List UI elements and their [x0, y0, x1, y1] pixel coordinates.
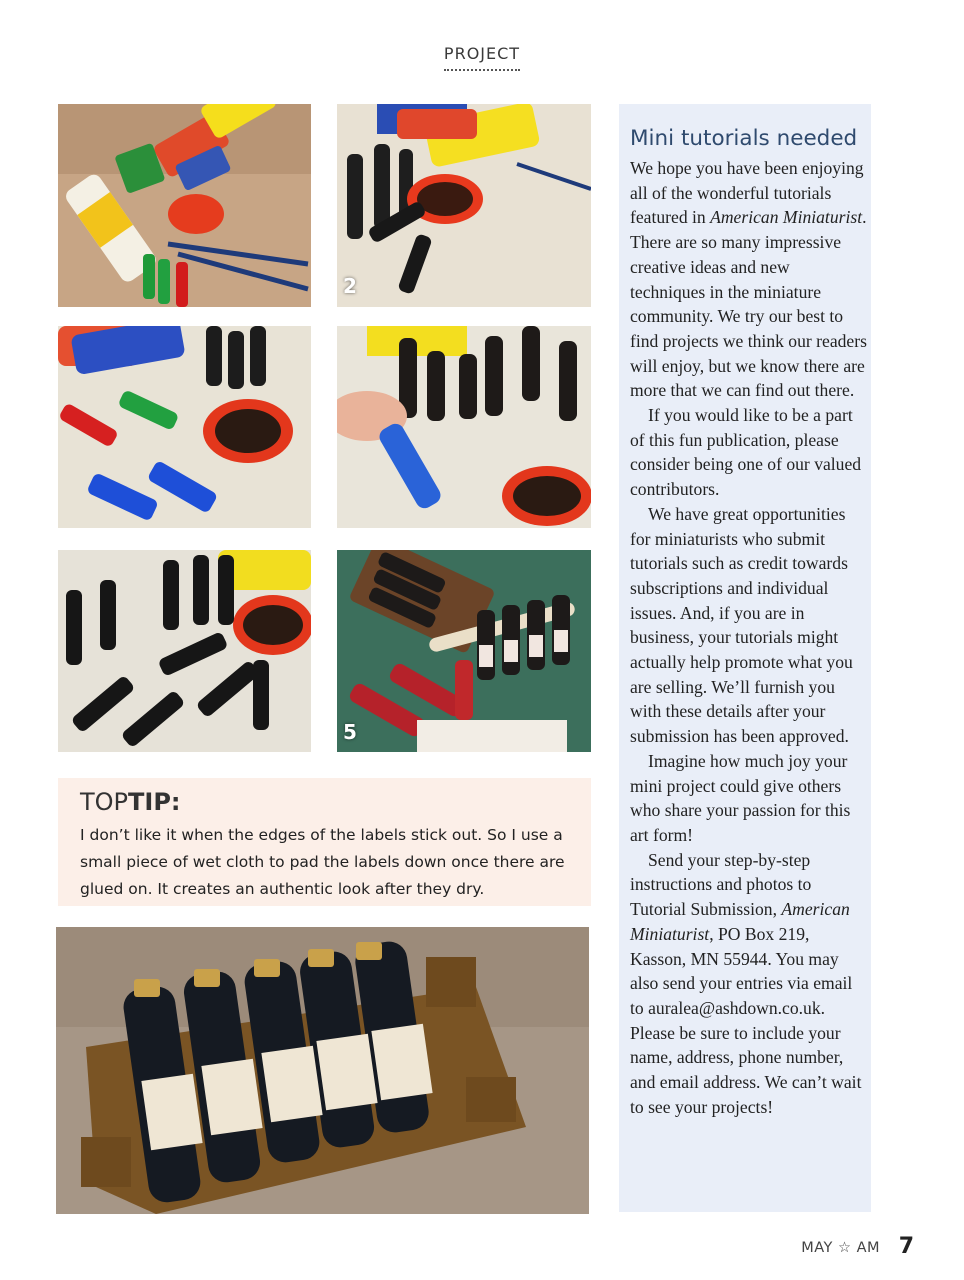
- step-number: 5: [343, 720, 357, 744]
- sidebar-tutorials-needed: [619, 104, 871, 1212]
- top-tip-title-bold: TIP:: [128, 788, 181, 816]
- issue-label: MAY ☆ AM: [801, 1240, 880, 1256]
- sidebar-paragraph-3: We have great opportunities for miniaturists who submit tutorials such as credit towards subscriptions and individual issues. And, if you are in business, your tutorials might actually help promote what you are selling. We’ll furnish you with these details after your submission has been approved.: [630, 503, 853, 747]
- photo-finished-wine-rack: [56, 927, 589, 1214]
- photo-step-2: [337, 104, 591, 307]
- sidebar-p5-text-b: , PO Box 219, Kasson, MN 55944. You may also send your entries via email to auralea@ashdown.co.uk. Please be sure to include your name, address, phone number, and email address. We can’t wait to see your projects!: [630, 923, 862, 1117]
- top-tip-title: [80, 788, 181, 816]
- photo-step-3: [58, 326, 311, 528]
- sidebar-paragraph-2: If you would like to be a part of this fun publication, please consider being one of our valued contributors.: [630, 405, 862, 500]
- sidebar-title: Mini tutorials needed: [630, 126, 858, 151]
- section-label: PROJECT: [444, 44, 520, 71]
- sidebar-paragraph-1: [630, 156, 868, 403]
- sidebar-paragraph-5: [630, 848, 868, 1120]
- sidebar-paragraph-4: Imagine how much joy your mini project could give others who share your passion for this art form!: [630, 750, 851, 845]
- sidebar-p1-magazine-name: American Miniaturist: [710, 207, 863, 228]
- top-tip-body: I don’t like it when the edges of the labels stick out. So I use a small piece of wet cloth to pad the labels down once there are glued on. It creates an authentic look after they dry.: [80, 826, 565, 898]
- sidebar-body: [630, 156, 868, 1119]
- photo-step-6: [337, 550, 591, 752]
- sidebar-p1-text-b: . There are so many impressive creative ideas and new techniques in the miniature community. We try our best to find projects we think our readers will enjoy, but we know there are more that we can find out there.: [630, 207, 867, 401]
- photo-step-5: [58, 550, 311, 752]
- top-tip-box: [58, 778, 591, 906]
- page-footer: [790, 1234, 930, 1264]
- top-tip-title-light: TOP: [80, 788, 129, 816]
- page-number: 7: [898, 1234, 914, 1259]
- step-number: 2: [343, 274, 357, 298]
- photo-step-4: [337, 326, 591, 528]
- sidebar-p1-text-a: We hope you have been enjoying all of the wonderful tutorials featured in: [630, 158, 864, 228]
- sidebar-p5-magazine-name: American Miniaturist: [630, 899, 850, 944]
- sidebar-p5-text-a: Send your step-by-step instructions and photos to Tutorial Submission,: [630, 849, 812, 920]
- photo-step-1: [58, 104, 311, 307]
- section-header: [0, 44, 964, 71]
